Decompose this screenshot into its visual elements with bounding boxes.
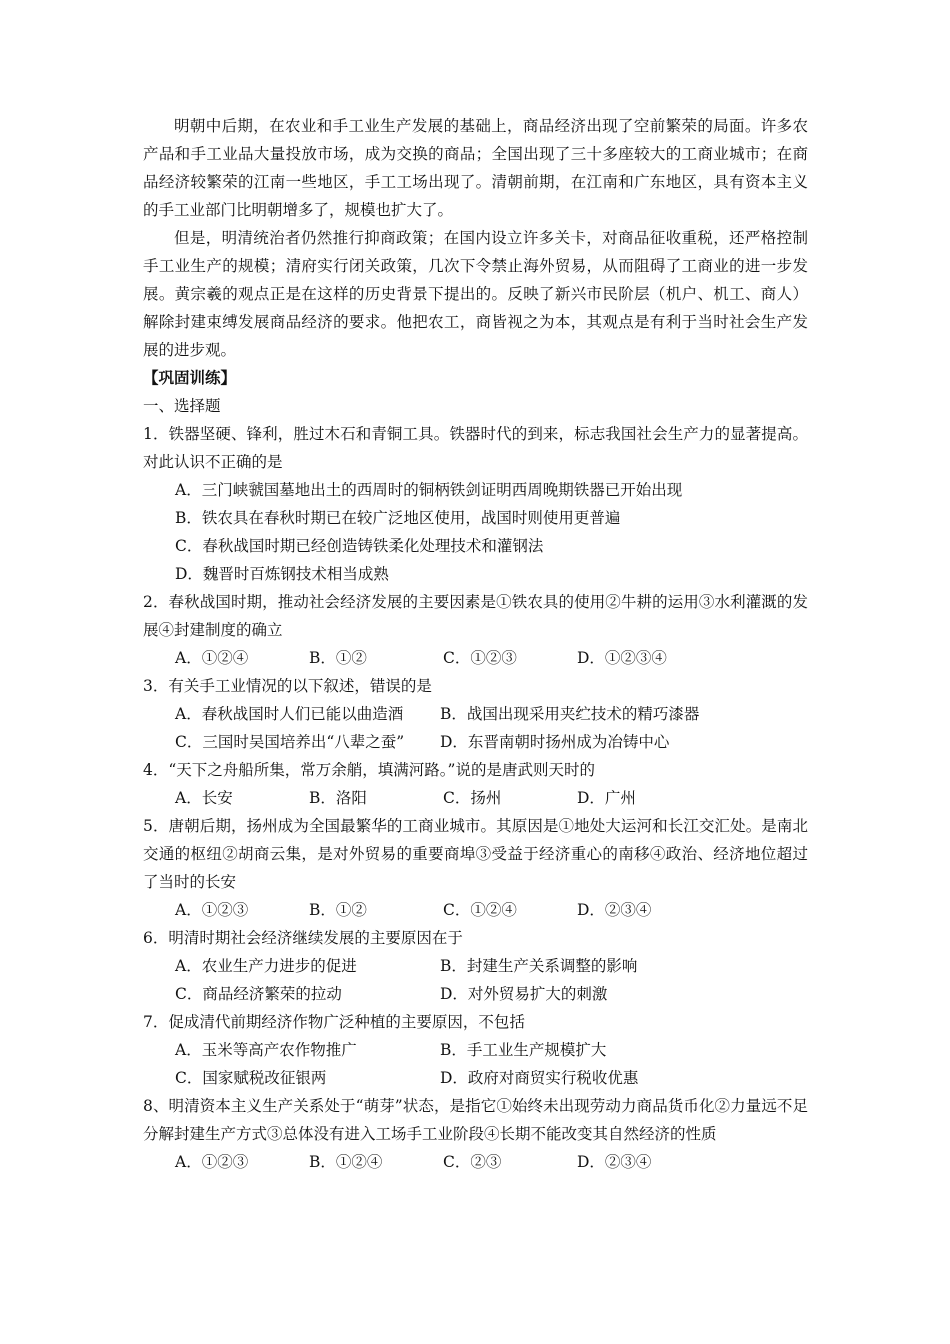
option-d: D．魏晋时百炼钢技术相当成熟 [175, 565, 389, 583]
question-2 [143, 588, 808, 672]
option-a: A．①②③ [175, 1153, 249, 1171]
option-c: C．春秋战国时期已经创造铸铁柔化处理技术和灌钢法 [175, 537, 544, 555]
intro-paragraph-2: 但是，明清统治者仍然推行抑商政策；在国内设立许多关卡，对商品征收重税，还严格控制手工业生产的规模；清府实行闭关政策，几次下令禁止海外贸易，从而阻碍了工商业的进一步发展。黄宗羲的观点正是在这样的历史背景下提出的。反映了新兴市民阶层（机户、机工、商人）解除封建束缚发展商品经济的要求。他把农工，商皆视之为本，其观点是有利于当时社会生产发展的进步观。 [143, 229, 808, 359]
option-b: B．①② [309, 901, 367, 919]
question-stem: 4．“天下之舟船所集，常万余艄，填满河路。”说的是唐武则天时的 [143, 761, 595, 779]
option-c: C．三国时吴国培养出“八辈之蚕” [175, 733, 405, 751]
option-c: C．①②③ [443, 649, 517, 667]
question-stem: 8、明清资本主义生产关系处于“萌芽”状态，是指它①始终未出现劳动力商品货币化②力量远不足分解封建生产方式③总体没有进入工场手工业阶段④长期不能改变其自然经济的性质 [143, 1097, 808, 1143]
option-d: D．对外贸易扩大的刺激 [440, 985, 608, 1003]
option-b: B．铁农具在春秋时期已在较广泛地区使用，战国时则使用更普遍 [175, 509, 621, 527]
question-7 [143, 1008, 808, 1092]
option-c: C．扬州 [443, 789, 502, 807]
option-c: C．商品经济繁荣的拉动 [175, 985, 342, 1003]
question-stem: 7．促成清代前期经济作物广泛种植的主要原因，不包括 [143, 1013, 525, 1031]
option-a: A．①②④ [175, 649, 249, 667]
question-8 [143, 1092, 808, 1176]
option-b: B．手工业生产规模扩大 [440, 1041, 607, 1059]
option-d: D．②③④ [577, 1153, 652, 1171]
section-title: 【巩固训练】 [143, 369, 237, 387]
document-page [143, 112, 808, 1176]
option-a: A．长安 [175, 789, 233, 807]
option-b: B．①②④ [309, 1153, 383, 1171]
question-stem: 1．铁器坚硬、锋利，胜过木石和青铜工具。铁器时代的到来，标志我国社会生产力的显著提高。对此认识不正确的是 [143, 425, 808, 471]
question-3 [143, 672, 808, 756]
question-6 [143, 924, 808, 1008]
option-a: A．玉米等高产农作物推广 [175, 1041, 357, 1059]
question-stem: 5．唐朝后期，扬州成为全国最繁华的工商业城市。其原因是①地处大运河和长江交汇处。是南北交通的枢纽②胡商云集，是对外贸易的重要商埠③受益于经济重心的南移④政治、经济地位超过了当时的长安 [143, 817, 808, 891]
option-c: C．②③ [443, 1153, 502, 1171]
question-stem: 2．春秋战国时期，推动社会经济发展的主要因素是①铁农具的使用②牛耕的运用③水利灌溉的发展④封建制度的确立 [143, 593, 808, 639]
question-stem: 6．明清时期社会经济继续发展的主要原因在于 [143, 929, 463, 947]
part-title: 一、选择题 [143, 397, 221, 415]
option-d: D．广州 [577, 789, 636, 807]
option-a: A．三门峡虢国墓地出土的西周时的铜柄铁剑证明西周晚期铁器已开始出现 [175, 481, 683, 499]
option-b: B．战国出现采用夹纻技术的精巧漆器 [440, 705, 700, 723]
question-5 [143, 812, 808, 924]
option-a: A．春秋战国时人们已能以曲造酒 [175, 705, 404, 723]
option-a: A．农业生产力进步的促进 [175, 957, 357, 975]
option-d: D．政府对商贸实行税收优惠 [440, 1069, 639, 1087]
option-c: C．①②④ [443, 901, 517, 919]
option-d: D．①②③④ [577, 649, 667, 667]
option-b: B．封建生产关系调整的影响 [440, 957, 638, 975]
option-b: B．①② [309, 649, 367, 667]
question-1 [143, 420, 808, 588]
option-d: D．东晋南朝时扬州成为冶铸中心 [440, 733, 670, 751]
option-a: A．①②③ [175, 901, 249, 919]
option-c: C．国家赋税改征银两 [175, 1069, 327, 1087]
question-stem: 3．有关手工业情况的以下叙述，错误的是 [143, 677, 432, 695]
intro-paragraph-1: 明朝中后期，在农业和手工业生产发展的基础上，商品经济出现了空前繁荣的局面。许多农产品和手工业品大量投放市场，成为交换的商品；全国出现了三十多座较大的工商业城市；在商品经济较繁荣的江南一些地区，手工工场出现了。清朝前期，在江南和广东地区，具有资本主义的手工业部门比明朝增多了，规模也扩大了。 [143, 117, 808, 219]
option-d: D．②③④ [577, 901, 652, 919]
option-b: B．洛阳 [309, 789, 367, 807]
question-4 [143, 756, 808, 812]
